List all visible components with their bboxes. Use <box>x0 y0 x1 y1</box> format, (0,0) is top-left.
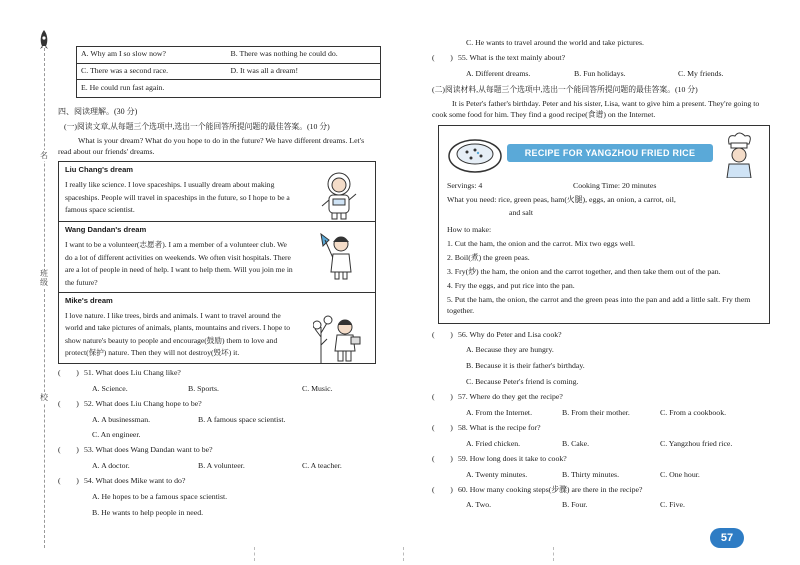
option-c: C. One hour. <box>660 469 700 479</box>
dream-heading: Mike's dream <box>65 296 113 306</box>
option-c: C. My friends. <box>678 68 724 78</box>
question-60 <box>432 485 770 496</box>
option-a: A. Different dreams. <box>466 68 531 78</box>
question-55 <box>432 53 770 64</box>
option-b: B. Fun holidays. <box>574 68 626 78</box>
question-53 <box>58 445 376 456</box>
ingredients-line-2: and salt <box>509 208 534 218</box>
question-52-options-c <box>92 430 376 441</box>
option-c: C. A teacher. <box>302 461 342 471</box>
dreams-box <box>58 161 376 363</box>
options-row <box>77 47 380 64</box>
recipe-step: 2. Boil(煮) the green peas. <box>447 252 530 262</box>
option-b: B. He wants to help people in need. <box>92 507 204 517</box>
option-a: A. A doctor. <box>92 461 130 471</box>
recipe-step: 5. Put the ham, the onion, the carrot and the green peas into the pan and add a little salt. Fry them together. <box>447 294 751 315</box>
option-e: E. He could run fast again. <box>81 82 165 92</box>
left-column <box>58 38 376 519</box>
option-b: B. Sports. <box>188 383 219 393</box>
option-a: A. Because they are hungry. <box>466 345 554 355</box>
option-b: B. From their mother. <box>562 408 630 418</box>
question-text: 55. What is the text mainly about? <box>458 52 566 62</box>
page-number: 57 <box>710 528 744 548</box>
question-text: 58. What is the recipe for? <box>458 422 541 432</box>
recipe-card <box>438 125 770 323</box>
question-text: 57. Where do they get the recipe? <box>458 392 563 402</box>
options-row <box>77 64 380 81</box>
option-b: B. Thirty minutes. <box>562 469 620 479</box>
question-54-option-b <box>92 508 376 519</box>
answer-blank[interactable]: ( ) <box>58 367 79 377</box>
binding-spine <box>0 0 56 565</box>
options-row <box>77 80 380 97</box>
option-c: C. An engineer. <box>92 430 141 440</box>
option-c: C. Because Peter's friend is coming. <box>466 377 579 387</box>
question-56-option-a <box>466 345 770 356</box>
option-b: B. Cake. <box>562 438 590 448</box>
astronaut-illustration <box>313 168 365 220</box>
cooking-time: Cooking Time: 20 minutes <box>573 181 657 191</box>
right-column <box>432 38 770 511</box>
reading-intro: What is your dream? What do you hope to do in the future? We have different dreams. Let's read about our friends' dreams. <box>58 135 365 156</box>
option-a: A. Why am I so slow now? <box>81 49 166 59</box>
recipe-meta <box>447 181 763 192</box>
dream-heading: Liu Chang's dream <box>65 165 134 175</box>
dream-heading: Wang Dandan's dream <box>65 225 147 235</box>
question-text: 54. What does Mike want to do? <box>84 476 186 486</box>
option-c: C. From a cookbook. <box>660 408 727 418</box>
option-a: A. Fried chicken. <box>466 438 521 448</box>
question-52-options <box>92 415 376 426</box>
option-a: A. From the Internet. <box>466 408 533 418</box>
question-51 <box>58 368 376 379</box>
option-a: A. He hopes to be a famous space scientist. <box>92 492 228 502</box>
option-c: C. Music. <box>302 383 333 393</box>
cut-line <box>44 48 45 548</box>
fold-mark <box>553 547 554 561</box>
fold-mark <box>254 547 255 561</box>
part1-instruction: (一)阅读文章,从每题三个选项中,选出一个能回答所提问题的最佳答案。(10 分) <box>64 121 330 131</box>
question-text: 51. What does Liu Chang like? <box>84 367 181 377</box>
dream-wang-dandan <box>59 222 375 293</box>
answer-blank[interactable]: ( ) <box>432 329 453 339</box>
dream-text: I want to be a volunteer(志愿者). I am a member of a volunteer club. We do a lot of different activities on weekends. We often visit hospitals. There are a lot of people in need of help. I want to help them. Will you join me in the future? <box>65 240 293 287</box>
question-55-options <box>466 69 770 80</box>
question-57-options <box>466 408 770 419</box>
ingredients-line-1: What you need: rice, green peas, ham(火腿), eggs, an onion, a carrot, oil, <box>447 195 676 205</box>
question-text: 56. Why do Peter and Lisa cook? <box>458 329 562 339</box>
dream-mike <box>59 293 375 363</box>
answer-blank[interactable]: ( ) <box>58 398 79 408</box>
answer-blank[interactable]: ( ) <box>58 445 79 455</box>
question-text: 52. What does Liu Chang hope to be? <box>84 398 202 408</box>
answer-blank[interactable]: ( ) <box>58 476 79 486</box>
option-a: A. A businessman. <box>92 414 151 424</box>
question-51-options <box>92 384 376 395</box>
option-b: B. There was nothing he could do. <box>230 49 338 59</box>
spine-label-class: 班级 <box>40 269 48 287</box>
option-b: B. A volunteer. <box>198 461 245 471</box>
option-c: C. He wants to travel around the world and take pictures. <box>466 38 644 47</box>
fried-rice-plate-icon <box>447 132 503 180</box>
option-d: D. It was all a dream! <box>230 65 299 75</box>
question-59-options <box>466 470 770 481</box>
servings: Servings: 4 <box>447 181 483 191</box>
volunteer-girl-illustration <box>313 228 365 280</box>
option-a: A. Science. <box>92 383 128 393</box>
recipe-title: RECIPE FOR YANGZHOU FRIED RICE <box>507 144 713 162</box>
question-text: 53. What does Wang Dandan want to be? <box>84 445 213 455</box>
answer-blank[interactable]: ( ) <box>432 422 453 432</box>
option-b: B. Because it is their father's birthday. <box>466 361 585 371</box>
spine-label-name: 名 <box>40 151 48 160</box>
question-52 <box>58 399 376 410</box>
how-to-heading: How to make: <box>447 225 492 235</box>
question-57 <box>432 392 770 403</box>
spine-label-school: 校 <box>40 393 48 402</box>
question-text: 59. How long does it take to cook? <box>458 453 567 463</box>
question-53-options <box>92 461 376 472</box>
option-c: C. There was a second race. <box>81 65 169 75</box>
question-58 <box>432 423 770 434</box>
answer-blank[interactable]: ( ) <box>432 484 453 494</box>
option-b: B. Four. <box>562 500 588 510</box>
question-54-option-c <box>466 38 770 49</box>
option-c: C. Five. <box>660 500 685 510</box>
answer-blank[interactable]: ( ) <box>432 453 453 463</box>
recipe-banner <box>447 130 763 178</box>
question-54-option-a <box>92 492 376 503</box>
question-text: 60. How many cooking steps(步骤) are there in the recipe? <box>458 484 643 494</box>
part2-instruction: (二)阅读材料,从每题三个选项中,选出一个能回答所提问题的最佳答案。(10 分) <box>432 84 698 94</box>
option-a: A. Two. <box>466 500 492 510</box>
answer-blank[interactable]: ( ) <box>432 52 453 62</box>
question-59 <box>432 454 770 465</box>
option-c: C. Yangzhou fried rice. <box>660 438 733 448</box>
fold-mark <box>403 547 404 561</box>
options-box <box>76 46 381 98</box>
nature-boy-illustration <box>313 307 365 359</box>
dream-text: I love nature. I like trees, birds and animals. I want to travel around the world and take pictures of animals, plants, mountains and rivers. I hope to show nature's beauty to people and encourage(鼓励) them to love and protect(保护) nature. Then they will not destroy(毁坏) it. <box>65 310 291 358</box>
recipe-intro: It is Peter's father's birthday. Peter and his sister, Lisa, want to give him a present. They're going to cook some food for him. They find a good recipe(食谱) on the Internet. <box>432 98 760 119</box>
question-56 <box>432 330 770 341</box>
answer-blank[interactable]: ( ) <box>432 392 453 402</box>
question-58-options <box>466 439 770 450</box>
option-a: A. Twenty minutes. <box>466 469 528 479</box>
recipe-step: 1. Cut the ham, the onion and the carrot. Mix two eggs well. <box>447 239 635 249</box>
question-60-options <box>466 500 770 511</box>
chef-icon <box>715 130 763 182</box>
option-b: B. A famous space scientist. <box>198 414 286 424</box>
recipe-step: 4. Fry the eggs, and put rice into the pan. <box>447 280 575 290</box>
recipe-step: 3. Fry(炒) the ham, the onion and the carrot together, and then take them out of the pan. <box>447 266 721 276</box>
dream-text: I really like science. I love spaceships. I usually dream about making spaceships. People will travel in spaceships in the future, so I hope to be a famous space scientist. <box>65 180 290 215</box>
question-54 <box>58 476 376 487</box>
question-56-option-c <box>466 377 770 388</box>
section-title: 四、阅读理解。(30 分) <box>58 106 138 116</box>
question-56-option-b <box>466 361 770 372</box>
dream-liu-chang <box>59 162 375 222</box>
